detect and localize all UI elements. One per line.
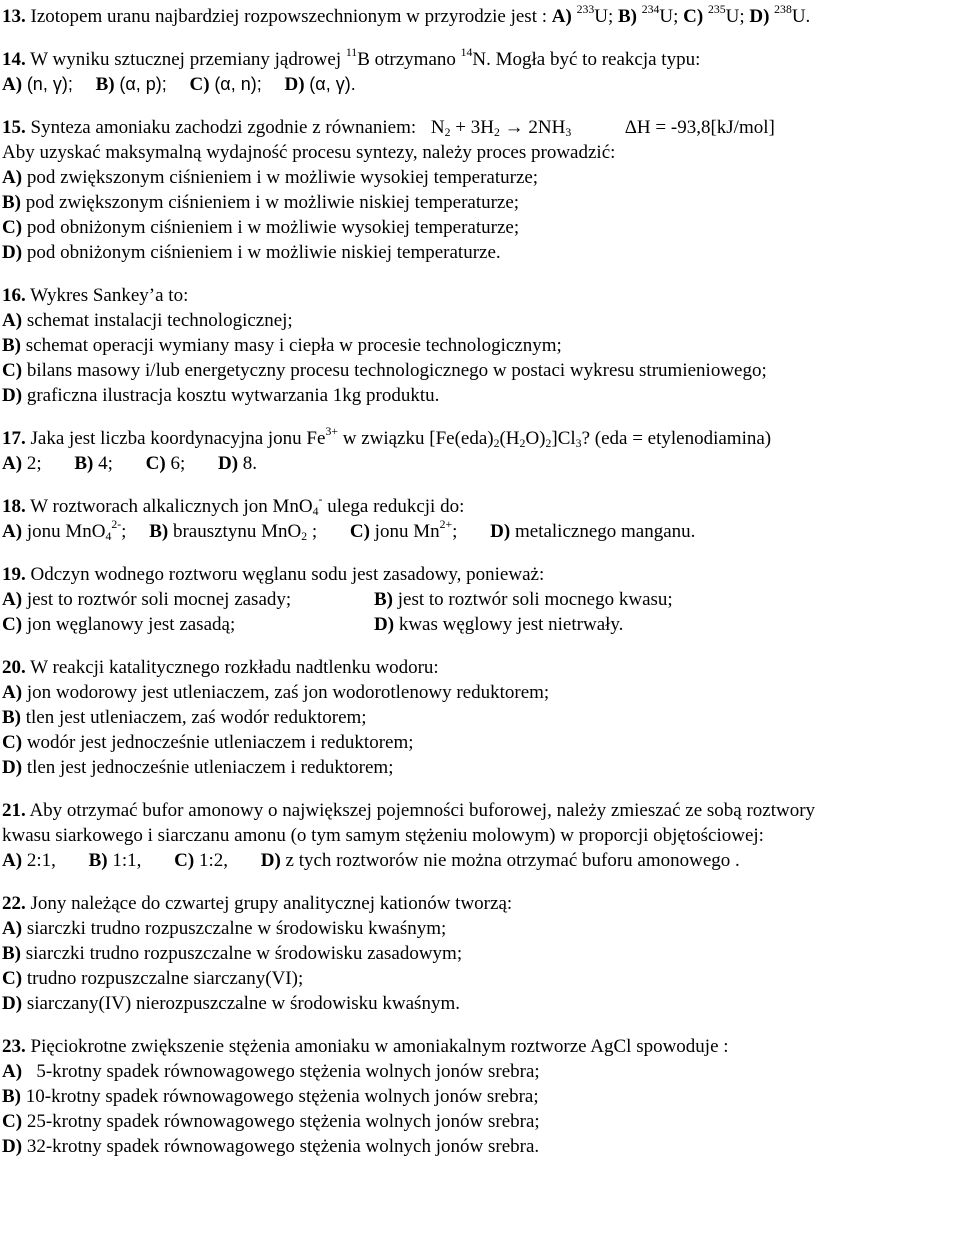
question-text: Izotopem uranu najbardziej rozpowszechnionym w przyrodzie jest : (30, 6, 548, 27)
question-number: 16. (2, 285, 26, 306)
option-letter: D) (2, 242, 23, 263)
option-letter: B) (2, 335, 21, 356)
option-text: brausztynu MnO (172, 521, 302, 542)
question-text: Pięciokrotne zwiększenie stężenia amoniaku w amoniakalnym roztworze AgCl spowoduje : (30, 1036, 729, 1057)
option-letter: D) (374, 614, 395, 635)
option-text: tlen jest utleniaczem, zaś wodór reduktorem; (25, 707, 367, 728)
question-text-line (2, 140, 960, 165)
option-c (2, 1109, 960, 1134)
question-text: Aby otrzymać bufor amonowy o największej pojemności buforowej, należy zmieszać ze sobą roztwory (29, 800, 816, 821)
option-letter: D) (284, 74, 305, 95)
option-text: kwas węglowy jest nietrwały. (398, 614, 624, 635)
option-letter: C) (2, 217, 23, 238)
option-text: jest to roztwór soli mocnego kwasu; (397, 589, 673, 610)
option-letter: A) (2, 1061, 23, 1082)
option-letter: B) (2, 707, 21, 728)
question-23 (2, 1034, 960, 1159)
question-15 (2, 115, 960, 265)
option-letter: C) (2, 968, 23, 989)
option-text: schemat instalacji technologicznej; (26, 310, 293, 331)
option-text: (α, γ). (309, 74, 356, 94)
question-text: (H (499, 428, 520, 449)
option-letter: A) (2, 850, 23, 871)
option-letter: C) (349, 521, 370, 542)
option-d (2, 240, 960, 265)
equation-term: + 3H (455, 117, 494, 138)
option-a (2, 1059, 960, 1084)
question-21-line (2, 798, 960, 823)
question-text: W reakcji katalitycznego rozkładu nadtlenku wodoru: (30, 657, 439, 678)
option-d (2, 755, 960, 780)
question-text: Jaka jest liczba koordynacyjna jonu Fe (30, 428, 326, 449)
question-number: 15. (2, 117, 26, 138)
option-letter: C) (2, 1111, 23, 1132)
option-text: wodór jest jednocześnie utleniaczem i reduktorem; (26, 732, 414, 753)
question-text: kwasu siarkowego i siarczanu amonu (o tym samym stężeniu molowym) w proporcji objętościowej: (2, 825, 764, 846)
option-a (2, 165, 960, 190)
option-letter: A) (2, 682, 23, 703)
option-text: siarczki trudno rozpuszczalne w środowisku zasadowym; (25, 943, 463, 964)
option-letter: D) (217, 453, 239, 474)
option-b (2, 705, 960, 730)
mass-number: 233 (576, 3, 595, 17)
option-c (2, 966, 960, 991)
option-text: metalicznego manganu. (514, 521, 696, 542)
option-b (2, 333, 960, 358)
option-text: (n, γ); (26, 74, 73, 94)
option-text: 6; (170, 453, 186, 474)
option-text: tlen jest jednocześnie utleniaczem i reduktorem; (26, 757, 394, 778)
question-20 (2, 655, 960, 780)
question-number: 23. (2, 1036, 26, 1057)
option-letter: C) (174, 850, 195, 871)
option-text: siarczki trudno rozpuszczalne w środowisku kwaśnym; (26, 918, 447, 939)
option-letter: D) (2, 757, 23, 778)
option-text: U; (594, 6, 614, 27)
question-22-line (2, 891, 960, 916)
mass-number: 14 (460, 46, 473, 60)
question-text: Jony należące do czwartej grupy analitycznej kationów tworzą: (30, 893, 513, 914)
option-text: 1:1, (112, 850, 142, 871)
question-15-line (2, 115, 960, 140)
option-a (2, 587, 374, 612)
superscript: 2- (111, 518, 122, 532)
question-number: 18. (2, 496, 26, 517)
option-letter: D) (749, 6, 770, 27)
option-text: 4; (98, 453, 113, 474)
question-text-line (2, 823, 960, 848)
option-d (2, 383, 960, 408)
option-text: z tych roztworów nie można otrzymać buforu amonowego . (285, 850, 740, 871)
option-b (2, 941, 960, 966)
option-letter: D) (260, 850, 281, 871)
option-letter: D) (2, 1136, 23, 1157)
subscript: 3 (575, 436, 582, 450)
option-letter: A) (2, 310, 23, 331)
question-text: w związku [Fe(eda) (342, 428, 494, 449)
option-text: ; (311, 521, 318, 542)
option-text: 25-krotny spadek równowagowego stężenia wolnych jonów srebra; (26, 1111, 540, 1132)
subscript: 2 (493, 436, 500, 450)
option-b (2, 190, 960, 215)
option-letter: B) (88, 850, 108, 871)
question-text: ]Cl (551, 428, 576, 449)
option-c (2, 215, 960, 240)
question-19-line (2, 562, 960, 587)
option-letter: A) (2, 918, 23, 939)
option-letter: B) (149, 521, 169, 542)
option-b (2, 1084, 960, 1109)
mass-number: 11 (345, 46, 358, 60)
question-20-line (2, 655, 960, 680)
question-16-line (2, 283, 960, 308)
arrow-icon: → (504, 117, 524, 138)
options-line (2, 72, 960, 97)
option-letter: D) (2, 385, 23, 406)
option-letter: C) (2, 360, 23, 381)
options-line (2, 587, 960, 612)
equation-term: N (430, 117, 445, 138)
options-line (2, 519, 960, 544)
option-text: 32-krotny spadek równowagowego stężenia wolnych jonów srebra. (26, 1136, 540, 1157)
option-letter: D) (490, 521, 511, 542)
question-text: W roztworach alkalicznych jon MnO (30, 496, 313, 517)
option-d (2, 1134, 960, 1159)
question-text: Odczyn wodnego roztworu węglanu sodu jest zasadowy, ponieważ: (30, 564, 545, 585)
subscript: 2 (519, 436, 526, 450)
option-text: pod obniżonym ciśnieniem i w możliwie niskiej temperaturze. (26, 242, 501, 263)
option-letter: A) (2, 521, 23, 542)
question-number: 19. (2, 564, 26, 585)
option-text: 8. (242, 453, 258, 474)
question-17 (2, 426, 960, 476)
question-14 (2, 47, 960, 97)
option-letter: A) (2, 589, 23, 610)
option-letter: B) (2, 1086, 21, 1107)
option-letter: A) (551, 6, 572, 27)
subscript: 4 (312, 504, 319, 518)
question-text: ulega redukcji do: (327, 496, 465, 517)
option-text: pod obniżonym ciśnieniem i w możliwie wysokiej temperaturze; (26, 217, 520, 238)
subscript: 2 (545, 436, 552, 450)
question-text: Synteza amoniaku zachodzi zgodnie z równaniem: (30, 117, 417, 138)
question-19 (2, 562, 960, 637)
option-letter: B) (95, 74, 115, 95)
equation-term: 2NH (528, 117, 566, 138)
equation (431, 117, 576, 138)
options-line (2, 451, 960, 476)
option-text: pod zwiększonym ciśnieniem i w możliwie wysokiej temperaturze; (26, 167, 539, 188)
option-text: 2:1, (26, 850, 56, 871)
option-letter: C) (2, 614, 23, 635)
option-letter: B) (2, 192, 21, 213)
option-letter: A) (2, 453, 23, 474)
option-text: ; (452, 521, 458, 542)
option-text: jonu MnO (26, 521, 106, 542)
options-line (2, 848, 960, 873)
option-c (2, 730, 960, 755)
question-text: B otrzymano (357, 49, 456, 70)
question-13-line (2, 4, 960, 29)
option-text: bilans masowy i/lub energetyczny procesu technologicznego w postaci wykresu strumieniowego; (26, 360, 767, 381)
option-text: (α, p); (119, 74, 167, 94)
option-letter: C) (2, 732, 23, 753)
question-22 (2, 891, 960, 1016)
option-text: U. (791, 6, 811, 27)
superscript: 2+ (439, 518, 453, 532)
option-letter: A) (2, 167, 23, 188)
option-a (2, 916, 960, 941)
question-number: 22. (2, 893, 26, 914)
question-18 (2, 494, 960, 544)
option-text: pod zwiększonym ciśnieniem i w możliwie niskiej temperaturze; (25, 192, 520, 213)
option-letter: B) (74, 453, 94, 474)
question-text: O) (525, 428, 546, 449)
question-16 (2, 283, 960, 408)
option-text: 2; (26, 453, 42, 474)
mass-number: 234 (641, 3, 660, 17)
option-a (2, 308, 960, 333)
option-text: siarczany(IV) nierozpuszczalne w środowisku kwaśnym. (26, 993, 460, 1014)
question-18-line (2, 494, 960, 519)
mass-number: 238 (774, 3, 792, 17)
question-number: 21. (2, 800, 26, 821)
option-text: ; (121, 521, 127, 542)
option-text: jest to roztwór soli mocnej zasady; (26, 589, 292, 610)
question-17-line (2, 426, 960, 451)
option-letter: B) (617, 6, 637, 27)
subscript: 2 (301, 529, 308, 543)
question-text: W wyniku sztucznej przemiany jądrowej (30, 49, 342, 70)
option-text: schemat operacji wymiany masy i ciepła w procesie technologicznym; (25, 335, 562, 356)
question-number: 13. (2, 6, 26, 27)
option-text: jon węglanowy jest zasadą; (26, 614, 236, 635)
option-letter: C) (145, 453, 166, 474)
option-text: 10-krotny spadek równowagowego stężenia wolnych jonów srebra; (25, 1086, 539, 1107)
option-c (2, 358, 960, 383)
subscript: 4 (105, 529, 112, 543)
option-d (2, 991, 960, 1016)
option-letter: A) (2, 74, 23, 95)
option-letter: C) (683, 6, 704, 27)
option-text: U; (659, 6, 679, 27)
question-23-line (2, 1034, 960, 1059)
option-letter: B) (374, 589, 393, 610)
option-text: 5-krotny spadek równowagowego stężenia wolnych jonów srebra; (36, 1061, 540, 1082)
question-13 (2, 4, 960, 29)
question-14-line (2, 47, 960, 72)
option-text: jon wodorowy jest utleniaczem, zaś jon wodorotlenowy reduktorem; (26, 682, 550, 703)
option-text: trudno rozpuszczalne siarczany(VI); (26, 968, 304, 989)
option-letter: D) (2, 993, 23, 1014)
question-text: N. Mogła być to reakcja typu: (472, 49, 701, 70)
subscript: 3 (565, 125, 572, 139)
question-text: Aby uzyskać maksymalną wydajność procesu syntezy, należy proces prowadzić: (2, 142, 616, 163)
options-line (2, 612, 960, 637)
option-c (2, 612, 374, 637)
option-text: jonu Mn (374, 521, 440, 542)
option-text: graficzna ilustracja kosztu wytwarzania 1kg produktu. (26, 385, 440, 406)
subscript: 2 (493, 125, 500, 139)
question-text: ? (eda = etylenodiamina) (581, 428, 772, 449)
mass-number: 235 (707, 3, 726, 17)
option-letter: B) (2, 943, 21, 964)
subscript: 2 (444, 125, 451, 139)
enthalpy: ΔH = -93,8[kJ/mol] (624, 117, 775, 138)
option-text: (α, n); (214, 74, 262, 94)
question-number: 17. (2, 428, 26, 449)
superscript: - (318, 493, 323, 507)
option-text: U; (725, 6, 745, 27)
question-number: 14. (2, 49, 26, 70)
superscript: 3+ (325, 425, 338, 439)
option-letter: C) (189, 74, 210, 95)
option-text: 1:2, (198, 850, 228, 871)
question-21 (2, 798, 960, 873)
question-number: 20. (2, 657, 26, 678)
option-a (2, 680, 960, 705)
question-text: Wykres Sankey’a to: (30, 285, 189, 306)
